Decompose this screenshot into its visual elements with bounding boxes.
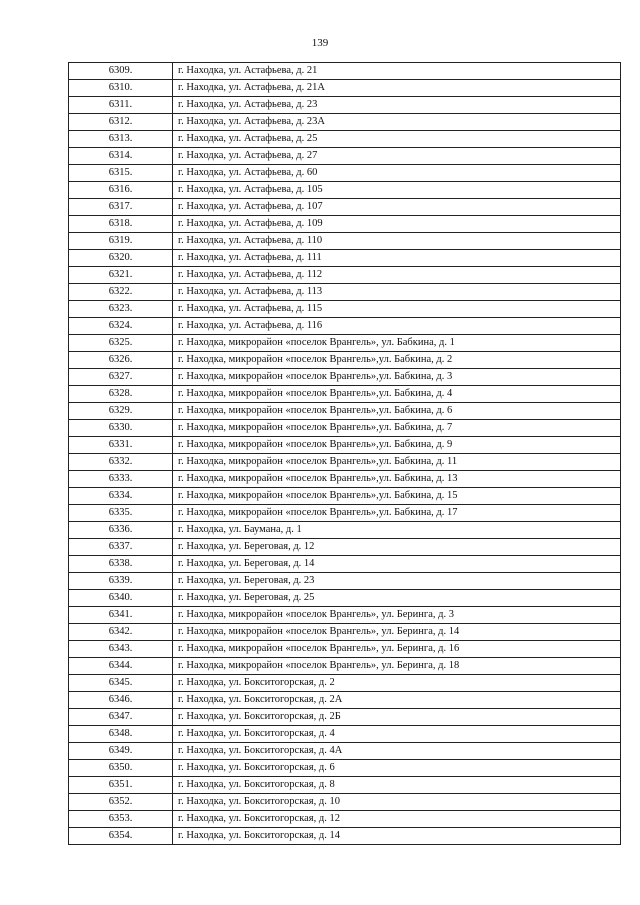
row-number: 6327. xyxy=(69,369,173,386)
table-row xyxy=(69,522,621,539)
row-address: г. Находка, микрорайон «поселок Врангель»,ул. Бабкина, д. 15 xyxy=(173,488,621,505)
row-number: 6350. xyxy=(69,760,173,777)
table-row xyxy=(69,148,621,165)
table-row xyxy=(69,828,621,845)
row-number: 6352. xyxy=(69,794,173,811)
row-address: г. Находка, микрорайон «поселок Врангель», ул. Беринга, д. 14 xyxy=(173,624,621,641)
row-number: 6315. xyxy=(69,165,173,182)
row-address: г. Находка, ул. Бокситогорская, д. 4А xyxy=(173,743,621,760)
row-number: 6313. xyxy=(69,131,173,148)
row-address: г. Находка, ул. Бокситогорская, д. 8 xyxy=(173,777,621,794)
row-number: 6319. xyxy=(69,233,173,250)
table-row xyxy=(69,624,621,641)
table-row xyxy=(69,199,621,216)
table-row xyxy=(69,386,621,403)
row-address: г. Находка, ул. Астафьева, д. 107 xyxy=(173,199,621,216)
table-row xyxy=(69,811,621,828)
table-row xyxy=(69,369,621,386)
row-number: 6337. xyxy=(69,539,173,556)
row-address: г. Находка, микрорайон «поселок Врангель»,ул. Бабкина, д. 13 xyxy=(173,471,621,488)
row-address: г. Находка, ул. Астафьева, д. 113 xyxy=(173,284,621,301)
row-address: г. Находка, ул. Береговая, д. 25 xyxy=(173,590,621,607)
row-address: г. Находка, микрорайон «поселок Врангель»,ул. Бабкина, д. 11 xyxy=(173,454,621,471)
row-number: 6348. xyxy=(69,726,173,743)
table-row xyxy=(69,97,621,114)
address-table xyxy=(68,62,621,845)
row-number: 6353. xyxy=(69,811,173,828)
table-row xyxy=(69,505,621,522)
row-number: 6343. xyxy=(69,641,173,658)
row-address: г. Находка, ул. Астафьева, д. 105 xyxy=(173,182,621,199)
row-number: 6354. xyxy=(69,828,173,845)
table-row xyxy=(69,556,621,573)
table-row xyxy=(69,743,621,760)
table-row xyxy=(69,488,621,505)
row-number: 6331. xyxy=(69,437,173,454)
row-address: г. Находка, ул. Бокситогорская, д. 2Б xyxy=(173,709,621,726)
row-number: 6326. xyxy=(69,352,173,369)
table-row xyxy=(69,777,621,794)
row-number: 6328. xyxy=(69,386,173,403)
row-number: 6318. xyxy=(69,216,173,233)
row-address: г. Находка, ул. Астафьева, д. 25 xyxy=(173,131,621,148)
row-address: г. Находка, ул. Бокситогорская, д. 10 xyxy=(173,794,621,811)
table-row xyxy=(69,352,621,369)
row-number: 6311. xyxy=(69,97,173,114)
table-row xyxy=(69,63,621,80)
row-address: г. Находка, микрорайон «поселок Врангель»,ул. Бабкина, д. 4 xyxy=(173,386,621,403)
row-number: 6322. xyxy=(69,284,173,301)
table-row xyxy=(69,607,621,624)
row-number: 6320. xyxy=(69,250,173,267)
table-row xyxy=(69,403,621,420)
table-row xyxy=(69,590,621,607)
table-row xyxy=(69,250,621,267)
row-number: 6338. xyxy=(69,556,173,573)
table-row xyxy=(69,284,621,301)
row-address: г. Находка, ул. Астафьева, д. 116 xyxy=(173,318,621,335)
row-address: г. Находка, ул. Астафьева, д. 23 xyxy=(173,97,621,114)
table-row xyxy=(69,726,621,743)
row-number: 6321. xyxy=(69,267,173,284)
table-row xyxy=(69,233,621,250)
row-address: г. Находка, микрорайон «поселок Врангель», ул. Беринга, д. 18 xyxy=(173,658,621,675)
table-row xyxy=(69,420,621,437)
row-address: г. Находка, микрорайон «поселок Врангель»,ул. Бабкина, д. 9 xyxy=(173,437,621,454)
row-number: 6324. xyxy=(69,318,173,335)
table-row xyxy=(69,709,621,726)
row-number: 6341. xyxy=(69,607,173,624)
row-address: г. Находка, микрорайон «поселок Врангель»,ул. Бабкина, д. 2 xyxy=(173,352,621,369)
row-number: 6309. xyxy=(69,63,173,80)
table-row xyxy=(69,114,621,131)
table-row xyxy=(69,335,621,352)
row-number: 6339. xyxy=(69,573,173,590)
row-address: г. Находка, ул. Астафьева, д. 21 xyxy=(173,63,621,80)
row-number: 6335. xyxy=(69,505,173,522)
row-address: г. Находка, ул. Астафьева, д. 111 xyxy=(173,250,621,267)
row-number: 6325. xyxy=(69,335,173,352)
row-number: 6330. xyxy=(69,420,173,437)
row-number: 6314. xyxy=(69,148,173,165)
address-table-body xyxy=(69,63,621,845)
table-row xyxy=(69,641,621,658)
row-address: г. Находка, ул. Баумана, д. 1 xyxy=(173,522,621,539)
table-row xyxy=(69,437,621,454)
row-address: г. Находка, ул. Бокситогорская, д. 2 xyxy=(173,675,621,692)
table-row xyxy=(69,454,621,471)
row-address: г. Находка, ул. Бокситогорская, д. 2А xyxy=(173,692,621,709)
table-row xyxy=(69,216,621,233)
row-address: г. Находка, микрорайон «поселок Врангель»,ул. Бабкина, д. 7 xyxy=(173,420,621,437)
row-number: 6323. xyxy=(69,301,173,318)
row-address: г. Находка, ул. Береговая, д. 23 xyxy=(173,573,621,590)
row-address: г. Находка, ул. Астафьева, д. 110 xyxy=(173,233,621,250)
table-row xyxy=(69,658,621,675)
row-address: г. Находка, ул. Астафьева, д. 27 xyxy=(173,148,621,165)
row-number: 6349. xyxy=(69,743,173,760)
row-address: г. Находка, ул. Береговая, д. 14 xyxy=(173,556,621,573)
row-number: 6346. xyxy=(69,692,173,709)
row-address: г. Находка, микрорайон «поселок Врангель», ул. Беринга, д. 3 xyxy=(173,607,621,624)
row-number: 6342. xyxy=(69,624,173,641)
table-row xyxy=(69,80,621,97)
row-address: г. Находка, микрорайон «поселок Врангель», ул. Беринга, д. 16 xyxy=(173,641,621,658)
row-number: 6344. xyxy=(69,658,173,675)
row-address: г. Находка, ул. Бокситогорская, д. 4 xyxy=(173,726,621,743)
row-number: 6345. xyxy=(69,675,173,692)
row-number: 6347. xyxy=(69,709,173,726)
table-row xyxy=(69,573,621,590)
row-address: г. Находка, микрорайон «поселок Врангель»,ул. Бабкина, д. 3 xyxy=(173,369,621,386)
row-number: 6312. xyxy=(69,114,173,131)
table-row xyxy=(69,471,621,488)
row-number: 6310. xyxy=(69,80,173,97)
row-number: 6351. xyxy=(69,777,173,794)
row-address: г. Находка, микрорайон «поселок Врангель»,ул. Бабкина, д. 17 xyxy=(173,505,621,522)
table-row xyxy=(69,760,621,777)
row-address: г. Находка, микрорайон «поселок Врангель», ул. Бабкина, д. 1 xyxy=(173,335,621,352)
row-address: г. Находка, ул. Береговая, д. 12 xyxy=(173,539,621,556)
table-row xyxy=(69,318,621,335)
row-address: г. Находка, ул. Астафьева, д. 115 xyxy=(173,301,621,318)
row-address: г. Находка, ул. Астафьева, д. 109 xyxy=(173,216,621,233)
row-address: г. Находка, микрорайон «поселок Врангель»,ул. Бабкина, д. 6 xyxy=(173,403,621,420)
table-row xyxy=(69,267,621,284)
row-number: 6329. xyxy=(69,403,173,420)
page-number: 139 xyxy=(311,37,329,49)
row-address: г. Находка, ул. Бокситогорская, д. 6 xyxy=(173,760,621,777)
table-row xyxy=(69,675,621,692)
row-number: 6340. xyxy=(69,590,173,607)
table-row xyxy=(69,131,621,148)
row-address: г. Находка, ул. Бокситогорская, д. 14 xyxy=(173,828,621,845)
row-address: г. Находка, ул. Астафьева, д. 60 xyxy=(173,165,621,182)
row-address: г. Находка, ул. Астафьева, д. 23А xyxy=(173,114,621,131)
row-number: 6333. xyxy=(69,471,173,488)
table-row xyxy=(69,692,621,709)
row-address: г. Находка, ул. Бокситогорская, д. 12 xyxy=(173,811,621,828)
table-row xyxy=(69,182,621,199)
row-address: г. Находка, ул. Астафьева, д. 112 xyxy=(173,267,621,284)
row-number: 6317. xyxy=(69,199,173,216)
row-number: 6332. xyxy=(69,454,173,471)
row-number: 6316. xyxy=(69,182,173,199)
row-number: 6336. xyxy=(69,522,173,539)
row-number: 6334. xyxy=(69,488,173,505)
table-row xyxy=(69,165,621,182)
table-row xyxy=(69,794,621,811)
row-address: г. Находка, ул. Астафьева, д. 21А xyxy=(173,80,621,97)
table-row xyxy=(69,301,621,318)
table-row xyxy=(69,539,621,556)
